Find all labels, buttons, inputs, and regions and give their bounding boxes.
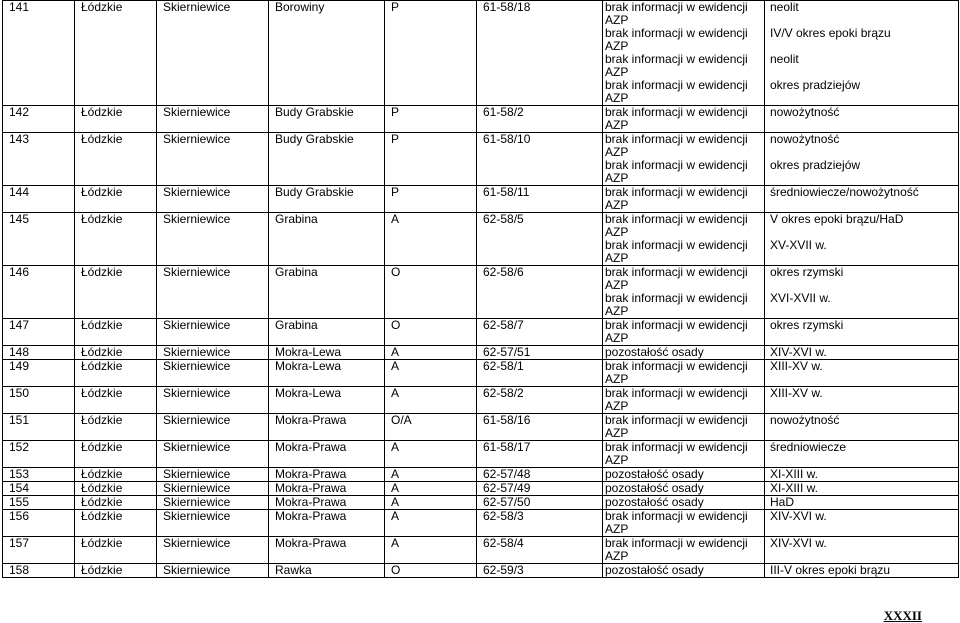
site-type-cell: O <box>385 319 477 346</box>
locality-cell: Budy Grabskie <box>269 186 385 213</box>
voivodeship-cell: Łódzkie <box>75 319 157 346</box>
voivodeship-cell: Łódzkie <box>75 186 157 213</box>
locality-cell: Grabina <box>269 319 385 346</box>
table-row <box>3 414 959 441</box>
locality-cell: Mokra-Prawa <box>269 496 385 510</box>
voivodeship-cell: Łódzkie <box>75 266 157 319</box>
status-cell <box>603 213 765 266</box>
period-entry: nowożytność <box>770 132 840 146</box>
status-cell <box>603 360 765 387</box>
voivodeship-cell: Łódzkie <box>75 564 157 578</box>
site-type-cell: A <box>385 537 477 564</box>
county-cell: Skierniewice <box>157 414 269 441</box>
site-type-cell: P <box>385 186 477 213</box>
voivodeship-cell: Łódzkie <box>75 468 157 482</box>
table-row <box>3 1 959 106</box>
period-entry: XIII-XV w. <box>770 386 823 400</box>
azp-number-cell: 61-58/16 <box>477 414 603 441</box>
period-entry: XV-XVII w. <box>770 238 827 252</box>
site-number-cell: 145 <box>3 213 75 266</box>
azp-number-cell: 62-58/1 <box>477 360 603 387</box>
period-entry: neolit <box>770 52 799 66</box>
period-entry: nowożytność <box>770 105 840 119</box>
period-cell <box>765 360 959 387</box>
status-entry: brak informacji w ewidencji AZP <box>605 105 748 132</box>
site-type-cell: A <box>385 510 477 537</box>
county-cell: Skierniewice <box>157 564 269 578</box>
voivodeship-cell: Łódzkie <box>75 346 157 360</box>
period-cell <box>765 319 959 346</box>
azp-number-cell: 62-57/48 <box>477 468 603 482</box>
status-cell <box>603 387 765 414</box>
status-cell <box>603 496 765 510</box>
site-number-cell: 141 <box>3 1 75 106</box>
table-row <box>3 510 959 537</box>
status-entry: brak informacji w ewidencji AZP <box>605 359 748 386</box>
table-row <box>3 346 959 360</box>
county-cell: Skierniewice <box>157 106 269 133</box>
period-entry: średniowiecze/nowożytność <box>770 185 919 199</box>
locality-cell: Mokra-Prawa <box>269 537 385 564</box>
county-cell: Skierniewice <box>157 360 269 387</box>
azp-number-cell: 61-58/2 <box>477 106 603 133</box>
county-cell: Skierniewice <box>157 537 269 564</box>
azp-number-cell: 61-58/11 <box>477 186 603 213</box>
voivodeship-cell: Łódzkie <box>75 213 157 266</box>
voivodeship-cell: Łódzkie <box>75 1 157 106</box>
period-entry: okres pradziejów <box>770 158 861 172</box>
site-type-cell: A <box>385 213 477 266</box>
period-entry: okres rzymski <box>770 265 844 279</box>
status-entry: brak informacji w ewidencji AZP <box>605 386 748 413</box>
site-number-cell: 142 <box>3 106 75 133</box>
county-cell: Skierniewice <box>157 387 269 414</box>
table-row <box>3 213 959 266</box>
status-entry: brak informacji w ewidencji AZP <box>605 318 748 345</box>
site-type-cell: O <box>385 266 477 319</box>
status-entry: brak informacji w ewidencji AZP <box>605 440 748 467</box>
table-row <box>3 319 959 346</box>
period-cell <box>765 496 959 510</box>
locality-cell: Mokra-Prawa <box>269 441 385 468</box>
azp-number-cell: 62-58/7 <box>477 319 603 346</box>
period-cell <box>765 510 959 537</box>
status-entry: brak informacji w ewidencji AZP <box>605 212 748 239</box>
county-cell: Skierniewice <box>157 266 269 319</box>
status-entry: brak informacji w ewidencji AZP <box>605 185 748 212</box>
azp-number-cell: 62-58/4 <box>477 537 603 564</box>
site-number-cell: 144 <box>3 186 75 213</box>
status-cell <box>603 414 765 441</box>
status-entry: brak informacji w ewidencji AZP <box>605 78 748 105</box>
azp-number-cell: 62-59/3 <box>477 564 603 578</box>
period-entry: III-V okres epoki brązu <box>770 563 891 577</box>
status-cell <box>603 266 765 319</box>
status-entry: brak informacji w ewidencji AZP <box>605 132 748 159</box>
azp-number-cell: 61-58/17 <box>477 441 603 468</box>
status-cell <box>603 106 765 133</box>
site-number-cell: 157 <box>3 537 75 564</box>
site-type-cell: A <box>385 387 477 414</box>
county-cell: Skierniewice <box>157 213 269 266</box>
county-cell: Skierniewice <box>157 496 269 510</box>
site-number-cell: 149 <box>3 360 75 387</box>
table-row <box>3 186 959 213</box>
voivodeship-cell: Łódzkie <box>75 387 157 414</box>
site-type-cell: O <box>385 564 477 578</box>
azp-number-cell: 62-57/49 <box>477 482 603 496</box>
table-row <box>3 482 959 496</box>
county-cell: Skierniewice <box>157 319 269 346</box>
locality-cell: Grabina <box>269 213 385 266</box>
site-type-cell: A <box>385 496 477 510</box>
status-entry: pozostałość osady <box>605 563 704 577</box>
locality-cell: Mokra-Lewa <box>269 346 385 360</box>
table-row <box>3 360 959 387</box>
locality-cell: Mokra-Lewa <box>269 387 385 414</box>
period-entry: neolit <box>770 0 799 14</box>
status-entry: brak informacji w ewidencji AZP <box>605 536 748 563</box>
county-cell: Skierniewice <box>157 482 269 496</box>
locality-cell: Rawka <box>269 564 385 578</box>
period-cell <box>765 266 959 319</box>
county-cell: Skierniewice <box>157 510 269 537</box>
site-number-cell: 153 <box>3 468 75 482</box>
locality-cell: Budy Grabskie <box>269 106 385 133</box>
azp-number-cell: 62-57/50 <box>477 496 603 510</box>
site-type-cell: A <box>385 346 477 360</box>
table-row <box>3 564 959 578</box>
period-cell <box>765 213 959 266</box>
period-entry: okres rzymski <box>770 318 844 332</box>
county-cell: Skierniewice <box>157 441 269 468</box>
locality-cell: Mokra-Prawa <box>269 482 385 496</box>
period-cell <box>765 346 959 360</box>
site-number-cell: 151 <box>3 414 75 441</box>
period-cell <box>765 564 959 578</box>
status-entry: brak informacji w ewidencji AZP <box>605 0 748 27</box>
site-type-cell: A <box>385 441 477 468</box>
status-entry: pozostałość osady <box>605 495 704 509</box>
status-entry: brak informacji w ewidencji AZP <box>605 52 748 79</box>
period-cell <box>765 106 959 133</box>
site-type-cell: P <box>385 106 477 133</box>
voivodeship-cell: Łódzkie <box>75 510 157 537</box>
azp-number-cell: 62-58/3 <box>477 510 603 537</box>
period-entry: XIII-XV w. <box>770 359 823 373</box>
county-cell: Skierniewice <box>157 1 269 106</box>
azp-number-cell: 61-58/10 <box>477 133 603 186</box>
site-number-cell: 147 <box>3 319 75 346</box>
period-entry: XIV-XVI w. <box>770 345 827 359</box>
voivodeship-cell: Łódzkie <box>75 133 157 186</box>
azp-number-cell: 62-58/2 <box>477 387 603 414</box>
status-cell <box>603 468 765 482</box>
period-cell <box>765 133 959 186</box>
period-cell <box>765 537 959 564</box>
status-entry: brak informacji w ewidencji AZP <box>605 158 748 185</box>
site-number-cell: 156 <box>3 510 75 537</box>
status-entry: brak informacji w ewidencji AZP <box>605 509 748 536</box>
status-cell <box>603 441 765 468</box>
azp-number-cell: 62-57/51 <box>477 346 603 360</box>
status-entry: brak informacji w ewidencji AZP <box>605 265 748 292</box>
status-cell <box>603 537 765 564</box>
voivodeship-cell: Łódzkie <box>75 537 157 564</box>
site-type-cell: A <box>385 482 477 496</box>
status-entry: brak informacji w ewidencji AZP <box>605 291 748 318</box>
status-entry: pozostałość osady <box>605 467 704 481</box>
status-entry: pozostałość osady <box>605 481 704 495</box>
period-entry: XVI-XVII w. <box>770 291 831 305</box>
heritage-sites-table <box>2 0 959 578</box>
site-type-cell: A <box>385 360 477 387</box>
period-cell <box>765 414 959 441</box>
locality-cell: Mokra-Prawa <box>269 468 385 482</box>
table-row <box>3 496 959 510</box>
status-cell <box>603 346 765 360</box>
table-row <box>3 537 959 564</box>
azp-number-cell: 62-58/5 <box>477 213 603 266</box>
table-row <box>3 468 959 482</box>
status-cell <box>603 564 765 578</box>
period-entry: XIV-XVI w. <box>770 509 827 523</box>
period-entry: XIV-XVI w. <box>770 536 827 550</box>
status-entry: brak informacji w ewidencji AZP <box>605 413 748 440</box>
voivodeship-cell: Łódzkie <box>75 106 157 133</box>
status-entry: brak informacji w ewidencji AZP <box>605 26 748 53</box>
table-row <box>3 266 959 319</box>
voivodeship-cell: Łódzkie <box>75 482 157 496</box>
site-number-cell: 152 <box>3 441 75 468</box>
site-number-cell: 143 <box>3 133 75 186</box>
site-type-cell: P <box>385 1 477 106</box>
status-entry: pozostałość osady <box>605 345 704 359</box>
status-cell <box>603 1 765 106</box>
county-cell: Skierniewice <box>157 186 269 213</box>
county-cell: Skierniewice <box>157 346 269 360</box>
locality-cell: Grabina <box>269 266 385 319</box>
period-entry: średniowiecze <box>770 440 847 454</box>
table-row <box>3 387 959 414</box>
locality-cell: Mokra-Prawa <box>269 510 385 537</box>
site-number-cell: 154 <box>3 482 75 496</box>
status-cell <box>603 133 765 186</box>
period-entry: okres pradziejów <box>770 78 861 92</box>
voivodeship-cell: Łódzkie <box>75 360 157 387</box>
period-cell <box>765 1 959 106</box>
azp-number-cell: 61-58/18 <box>477 1 603 106</box>
site-type-cell: P <box>385 133 477 186</box>
site-type-cell: A <box>385 468 477 482</box>
period-entry: XI-XIII w. <box>770 481 819 495</box>
status-cell <box>603 186 765 213</box>
status-cell <box>603 510 765 537</box>
period-cell <box>765 468 959 482</box>
page-number: XXXII <box>883 608 922 623</box>
period-cell <box>765 441 959 468</box>
site-number-cell: 158 <box>3 564 75 578</box>
period-cell <box>765 186 959 213</box>
period-entry: XI-XIII w. <box>770 467 819 481</box>
table-row <box>3 106 959 133</box>
locality-cell: Mokra-Prawa <box>269 414 385 441</box>
locality-cell: Borowiny <box>269 1 385 106</box>
site-number-cell: 155 <box>3 496 75 510</box>
voivodeship-cell: Łódzkie <box>75 441 157 468</box>
status-cell <box>603 482 765 496</box>
locality-cell: Budy Grabskie <box>269 133 385 186</box>
period-entry: V okres epoki brązu/HaD <box>770 212 904 226</box>
azp-number-cell: 62-58/6 <box>477 266 603 319</box>
site-type-cell: O/A <box>385 414 477 441</box>
status-entry: brak informacji w ewidencji AZP <box>605 238 748 265</box>
site-number-cell: 148 <box>3 346 75 360</box>
voivodeship-cell: Łódzkie <box>75 414 157 441</box>
county-cell: Skierniewice <box>157 468 269 482</box>
site-number-cell: 150 <box>3 387 75 414</box>
table-row <box>3 441 959 468</box>
period-cell <box>765 387 959 414</box>
table-row <box>3 133 959 186</box>
county-cell: Skierniewice <box>157 133 269 186</box>
period-entry: IV/V okres epoki brązu <box>770 26 891 40</box>
locality-cell: Mokra-Lewa <box>269 360 385 387</box>
period-cell <box>765 482 959 496</box>
period-entry: nowożytność <box>770 413 840 427</box>
status-cell <box>603 319 765 346</box>
voivodeship-cell: Łódzkie <box>75 496 157 510</box>
site-number-cell: 146 <box>3 266 75 319</box>
period-entry: HaD <box>770 495 795 509</box>
